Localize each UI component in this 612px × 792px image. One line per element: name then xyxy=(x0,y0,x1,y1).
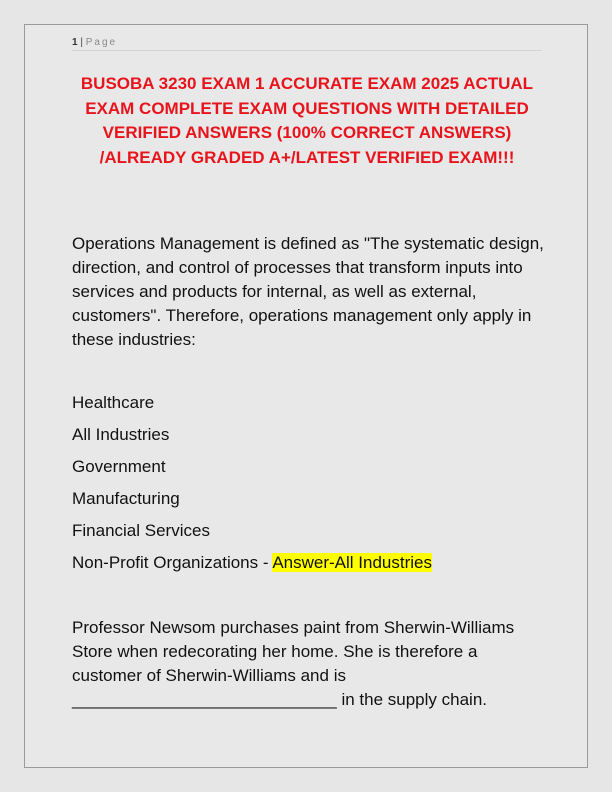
page-number: 1 xyxy=(72,37,78,48)
page-label: Page xyxy=(85,37,118,48)
answer-blank: ____________________________ xyxy=(72,690,337,709)
option-item-with-answer xyxy=(72,551,547,583)
document-page xyxy=(24,24,588,768)
document-title: BUSOBA 3230 EXAM 1 ACCURATE EXAM 2025 ACTUAL EXAM COMPLETE EXAM QUESTIONS WITH DETAILED VERIFIED ANSWERS (100% CORRECT ANSWERS) /ALREADY GRADED A+/LATEST VERIFIED EXAM!!! xyxy=(80,74,534,167)
option-item: Government xyxy=(72,457,166,476)
page-separator: | xyxy=(80,37,83,48)
answer-highlight: Answer-All Industries xyxy=(272,553,432,572)
question-2-body: Professor Newsom purchases paint from Sherwin-Williams Store when redecorating her home. She is therefore a customer of Sherwin-Williams and is xyxy=(72,618,515,685)
question-1-text: Operations Management is defined as "The systematic design, direction, and control of processes that transform inputs into services and products for internal, as well as external, customers". Therefore, operations management only apply in these industries: xyxy=(72,234,544,349)
page-header xyxy=(72,37,542,51)
option-label: Non-Profit Organizations - xyxy=(72,553,273,572)
question-2-text xyxy=(72,616,547,712)
question-1-options xyxy=(72,391,547,583)
option-item: All Industries xyxy=(72,425,170,444)
option-item: Healthcare xyxy=(72,393,155,412)
option-item: Manufacturing xyxy=(72,489,180,508)
option-item: Financial Services xyxy=(72,521,210,540)
question-2-tail: in the supply chain. xyxy=(336,690,487,709)
